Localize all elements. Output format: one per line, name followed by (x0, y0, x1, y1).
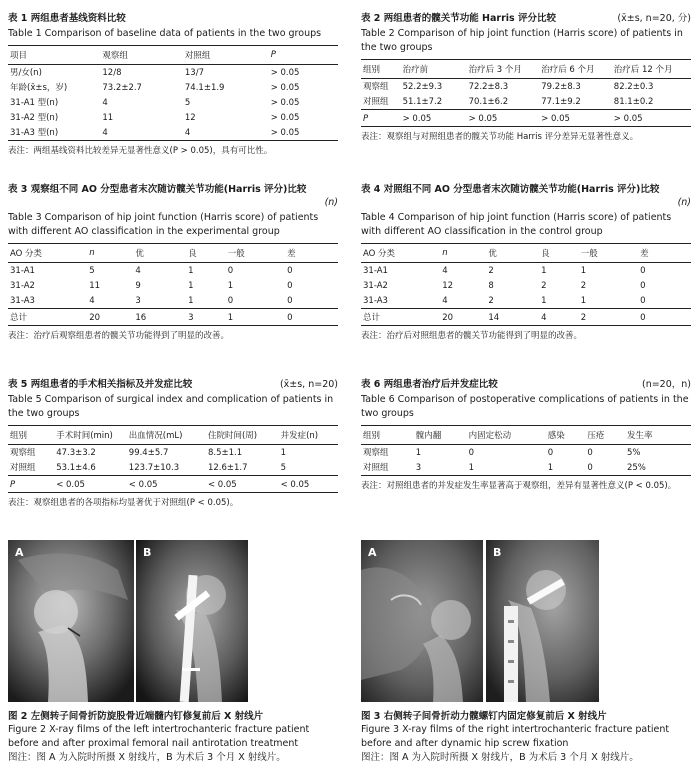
table-cell: > 0.05 (270, 98, 300, 108)
table6-body (361, 445, 691, 476)
table-cell: 观察组 (10, 448, 36, 458)
table-cell: 31-A1 型(n) (10, 98, 59, 108)
table6-caption-cn (361, 378, 691, 391)
table-cell: 1 (547, 463, 554, 473)
table3-note: 表注：治疗后观察组患者的髋关节功能得到了明显的改善。 (8, 331, 230, 341)
table-cell: 2 (488, 296, 494, 306)
table-row (8, 460, 338, 476)
table-row (361, 445, 691, 461)
table-cell: 1 (580, 266, 587, 276)
table5-unit-note: (x̄±s, n=20) (279, 379, 338, 390)
table-cell: 总计 (8, 309, 87, 326)
table2-header: 治疗后 6 个月 (539, 60, 612, 79)
table-cell: > 0.05 (270, 68, 300, 78)
table5-header: 住院时间(周) (206, 426, 279, 445)
table4-header: 良 (539, 244, 579, 263)
figure2-label-b: B (143, 546, 152, 559)
table-cell: 31-A2 型(n) (10, 113, 59, 123)
table-cell: 观察组 (363, 82, 389, 92)
table-cell: < 0.05 (127, 476, 206, 493)
figure3-panel-b (486, 540, 599, 702)
table-cell: 2 (488, 266, 494, 276)
table-row (8, 65, 338, 81)
table-cell: 2 (541, 281, 547, 291)
table-cell: 1 (188, 266, 194, 276)
table-cell: < 0.05 (54, 476, 127, 493)
table-cell: P (361, 110, 401, 127)
table4-note: 表注：治疗后对照组患者的髋关节功能得到了明显的改善。 (361, 331, 583, 341)
table4 (361, 243, 691, 326)
table1-caption-cn: 表 1 两组患者基线资料比较 (8, 13, 126, 24)
table-cell: 53.1±4.6 (56, 463, 96, 473)
figure2-note: 图注：图 A 为入院时所摄 X 射线片，B 为术后 3 个月 X 射线片。 (8, 752, 286, 763)
table-cell: 0 (287, 266, 293, 276)
table-cell: 0 (227, 266, 234, 276)
figure3-note: 图注：图 A 为入院时所摄 X 射线片，B 为术后 3 个月 X 射线片。 (361, 752, 639, 763)
table5-caption-text: 表 5 两组患者的手术相关指标及并发症比较 (8, 379, 193, 390)
table-cell: 47.3±3.2 (56, 448, 96, 458)
table-cell: 对照组 (10, 463, 36, 473)
table6-caption-en: Table 6 Comparison of postoperative complications of patients in the two groups (361, 394, 689, 419)
table6-header: 内固定松动 (467, 426, 546, 445)
table-cell: 0 (287, 296, 293, 306)
table-cell: 1 (415, 448, 422, 458)
table-cell: 2 (579, 309, 638, 326)
xray-hip-postop-nail-image (136, 540, 248, 702)
table-row (8, 95, 338, 110)
table-cell: 0 (287, 281, 293, 291)
table-cell: 0 (587, 448, 593, 458)
table-row (8, 263, 338, 279)
table1-header: 项目 (8, 46, 100, 65)
table2-note: 表注：观察组与对照组患者的髋关节功能 Harris 评分差异无显著性意义。 (361, 132, 639, 142)
table-cell: 8.5±1.1 (207, 448, 243, 458)
table-cell: 14 (486, 309, 539, 326)
table-cell: 123.7±10.3 (128, 463, 180, 473)
table-cell: 13/7 (184, 68, 204, 78)
table4-header: n (440, 244, 486, 263)
table-cell: 0 (638, 309, 691, 326)
table-cell: 70.1±6.2 (468, 97, 509, 107)
table4-block (361, 183, 691, 342)
table-cell: > 0.05 (270, 83, 300, 93)
table-total-row (8, 309, 338, 326)
table-cell: 99.4±5.7 (128, 448, 169, 458)
table-cell: 3 (135, 296, 141, 306)
table-p-row (361, 110, 691, 127)
table3-header: n (87, 244, 133, 263)
table-cell: 0 (547, 448, 554, 458)
table-cell: 0 (285, 309, 338, 326)
table2-body (361, 79, 691, 127)
table-cell: > 0.05 (539, 110, 612, 127)
table1-note: 表注：两组基线资料比较差异无显著性意义(P > 0.05)，具有可比性。 (8, 146, 273, 156)
table-cell: 1 (580, 296, 587, 306)
table-p-row (8, 476, 338, 493)
table-row (361, 263, 691, 279)
table-cell: 51.1±7.2 (402, 97, 443, 107)
table-row (361, 293, 691, 309)
table6-caption-text: 表 6 两组患者治疗后并发症比较 (361, 379, 498, 390)
table-cell: 72.2±8.3 (468, 82, 509, 92)
table6-header: 压疮 (585, 426, 625, 445)
table1-header: 观察组 (100, 46, 183, 65)
table-cell: 31-A1 (10, 266, 35, 276)
table5 (8, 425, 338, 493)
table-cell: 73.2±2.7 (102, 83, 142, 93)
table-cell: 4 (135, 266, 141, 276)
table-cell: 12 (184, 113, 196, 123)
table-cell: P (8, 476, 54, 493)
table-cell: 4 (539, 309, 579, 326)
table-row (8, 278, 338, 293)
xray-pelvis-preop-image (361, 540, 483, 702)
table5-block (8, 378, 338, 509)
table-total-row (361, 309, 691, 326)
figure3-caption-cn: 图 3 右侧转子间骨折动力髋螺钉内固定修复前后 X 射线片 (361, 711, 607, 722)
table-row (8, 293, 338, 309)
table5-caption-en: Table 5 Comparison of surgical index and complication of patients in the two groups (8, 394, 334, 419)
table4-header: 优 (486, 244, 539, 263)
table-cell: 31-A3 (10, 296, 35, 306)
table-cell: 4 (102, 128, 108, 138)
figure3-panel-a (361, 540, 483, 702)
table-cell: 对照组 (363, 97, 389, 107)
figure3-label-a: A (368, 546, 377, 559)
table-cell: 20 (87, 309, 133, 326)
table3-header: AO 分类 (8, 244, 87, 263)
table-cell: 4 (102, 98, 108, 108)
table-cell: 77.1±9.2 (541, 97, 581, 107)
table-cell: 总计 (361, 309, 440, 326)
table-cell: 9 (135, 281, 141, 291)
table-cell: 5 (280, 463, 286, 473)
table-cell: 1 (280, 448, 286, 458)
table6-unit-note: (n=20，n) (641, 379, 691, 390)
table1-block (8, 12, 338, 157)
table-cell: 20 (440, 309, 486, 326)
xray-hip-preop-image (8, 540, 134, 702)
table-cell: < 0.05 (279, 476, 338, 493)
table-cell: 8 (488, 281, 494, 291)
table4-caption-en: Table 4 Comparison of hip joint function (Harris score) of patients with different AO classification in the control group (361, 212, 672, 237)
table1 (8, 45, 338, 141)
table-cell: 31-A1 (363, 266, 388, 276)
table-cell: > 0.05 (270, 128, 300, 138)
table6-header: 发生率 (625, 426, 691, 445)
table-cell: 3 (186, 309, 226, 326)
table-cell: 12/8 (102, 68, 122, 78)
table5-note: 表注：观察组患者的各项指标均显著优于对照组(P < 0.05)。 (8, 498, 239, 508)
table-cell: 1 (227, 281, 234, 291)
table6-header: 髋内翻 (414, 426, 467, 445)
table3 (8, 243, 338, 326)
table-row (361, 278, 691, 293)
table-cell: 1 (541, 296, 547, 306)
figure2-panel-a (8, 540, 134, 702)
table-cell: 观察组 (363, 448, 389, 458)
table-cell: 4 (89, 296, 95, 306)
table-cell: 1 (188, 296, 194, 306)
table-cell: 12.6±1.7 (207, 463, 248, 473)
table3-block (8, 183, 338, 342)
table6 (361, 425, 691, 476)
table-cell: 年龄(x̄±s，岁) (10, 83, 68, 93)
table2-caption-text: 表 2 两组患者的髋关节功能 Harris 评分比较 (361, 13, 556, 24)
table2-caption-en: Table 2 Comparison of hip joint function (Harris score) of patients in the two groups (361, 28, 683, 53)
table2-header: 治疗后 3 个月 (467, 60, 540, 79)
table3-header: 良 (186, 244, 226, 263)
table-row (8, 445, 338, 461)
table-cell: 31-A2 (10, 281, 35, 291)
table5-header: 手术时间(min) (54, 426, 127, 445)
table1-body (8, 65, 338, 141)
table-cell: 5 (89, 266, 95, 276)
table1-header: P (269, 46, 338, 65)
table-cell: 0 (587, 463, 593, 473)
table-cell: 0 (640, 266, 646, 276)
table-cell: 2 (580, 281, 587, 291)
table2 (361, 59, 691, 127)
table-cell: 11 (89, 281, 101, 291)
table5-caption-cn (8, 378, 338, 391)
table-cell: > 0.05 (401, 110, 467, 127)
table-cell: 0 (468, 448, 475, 458)
table-cell: > 0.05 (467, 110, 540, 127)
figure3-caption-block (361, 710, 691, 765)
table-cell: 0 (227, 296, 234, 306)
table-row (8, 125, 338, 141)
table3-header: 差 (285, 244, 338, 263)
table-cell: 4 (184, 128, 191, 138)
table6-header: 组别 (361, 426, 414, 445)
table6-block (361, 378, 691, 492)
table3-header: 一般 (226, 244, 285, 263)
table4-body (361, 263, 691, 326)
table5-body (8, 445, 338, 493)
table-cell: > 0.05 (612, 110, 691, 127)
table5-header: 出血情况(mL) (127, 426, 206, 445)
table-row (361, 460, 691, 476)
table-cell: 25% (626, 463, 646, 473)
table-cell: 74.1±1.9 (184, 83, 225, 93)
table5-header: 并发症(n) (279, 426, 338, 445)
table2-caption-cn (361, 12, 691, 25)
table-cell: 5% (626, 448, 641, 458)
table-cell: 对照组 (363, 463, 389, 473)
table6-note: 表注：对照组患者的并发症发生率显著高于观察组，差异有显著性意义(P < 0.05)。 (361, 481, 677, 491)
table-cell: 79.2±8.3 (541, 82, 581, 92)
table-cell: 1 (188, 281, 194, 291)
table2-header: 治疗后 12 个月 (612, 60, 691, 79)
table-cell: 82.2±0.3 (613, 82, 654, 92)
figure2-label-a: A (15, 546, 24, 559)
table3-header: 优 (133, 244, 186, 263)
table-cell: < 0.05 (206, 476, 279, 493)
table-cell: 5 (184, 98, 191, 108)
table4-unit-note: (n) (677, 197, 691, 208)
table2-block (361, 12, 691, 143)
table2-header: 治疗前 (401, 60, 467, 79)
table2-header: 组别 (361, 60, 401, 79)
table-row (8, 110, 338, 125)
figure2-caption-block (8, 710, 338, 765)
table3-unit-note: (n) (324, 197, 338, 208)
table3-caption-en: Table 3 Comparison of hip joint function (Harris score) of patients with different AO classification in the experimental group (8, 212, 319, 237)
table-cell: 52.2±9.3 (402, 82, 443, 92)
table-cell: 4 (442, 296, 448, 306)
table-row (361, 94, 691, 110)
table-cell: 1 (541, 266, 547, 276)
table-cell: 11 (102, 113, 114, 123)
table4-header: AO 分类 (361, 244, 440, 263)
figure2-caption-cn: 图 2 左侧转子间骨折防旋股骨近端髓内钉修复前后 X 射线片 (8, 711, 264, 722)
table-cell: 31-A3 型(n) (10, 128, 59, 138)
table4-caption-cn: 表 4 对照组不同 AO 分型患者末次随访髋关节功能(Harris 评分)比较 (361, 184, 660, 195)
table-cell: 0 (640, 281, 646, 291)
figure3-caption-en: Figure 3 X-ray films of the right intertrochanteric fracture patient before and after dynamic hip screw fixation (361, 724, 670, 749)
table-cell: 12 (442, 281, 454, 291)
table4-header: 一般 (579, 244, 638, 263)
table3-caption-cn: 表 3 观察组不同 AO 分型患者末次随访髋关节功能(Harris 评分)比较 (8, 184, 307, 195)
figure3-label-b: B (493, 546, 502, 559)
table-cell: 1 (226, 309, 285, 326)
table-cell: 16 (133, 309, 186, 326)
table-cell: 31-A2 (363, 281, 388, 291)
table-row (361, 79, 691, 95)
table-row (8, 80, 338, 95)
table6-header: 感染 (546, 426, 586, 445)
table-cell: 男/女(n) (10, 68, 42, 78)
table4-header: 差 (638, 244, 691, 263)
table-cell: 0 (640, 296, 646, 306)
figure2-panel-b (136, 540, 248, 702)
table5-header: 组别 (8, 426, 54, 445)
table-cell: 31-A3 (363, 296, 388, 306)
table1-header: 对照组 (183, 46, 269, 65)
table3-body (8, 263, 338, 326)
xray-hip-postop-screw-image (486, 540, 599, 702)
table-cell: 1 (468, 463, 475, 473)
table-cell: 4 (442, 266, 448, 276)
table2-unit-note: (x̄±s, n=20, 分) (617, 13, 691, 24)
table-cell: 3 (415, 463, 422, 473)
table-cell: 81.1±0.2 (613, 97, 654, 107)
table-cell: > 0.05 (270, 113, 300, 123)
figure2-caption-en: Figure 2 X-ray films of the left intertrochanteric fracture patient before and after proximal femoral nail antirotation treatment (8, 724, 310, 749)
table1-caption-en: Table 1 Comparison of baseline data of patients in the two groups (8, 28, 322, 39)
